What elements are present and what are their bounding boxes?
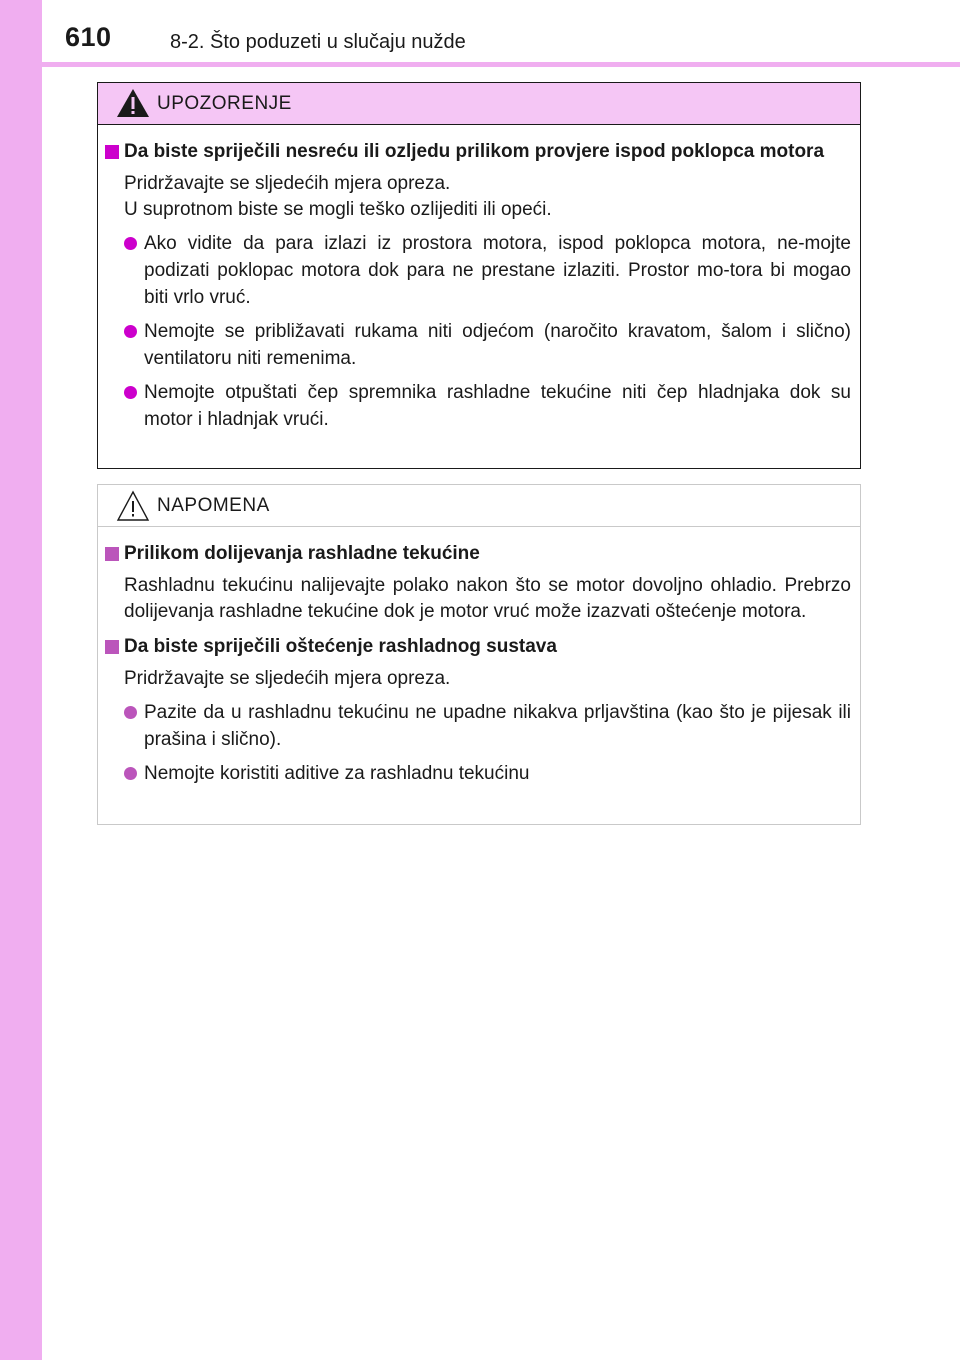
warning-bullet: Nemojte otpuštati čep spremnika rashladne tekućine niti čep hladnjaka dok su motor i hladnjak vrući.	[105, 379, 851, 433]
warning-line: Pridržavajte se sljedećih mjera opreza.	[124, 173, 451, 194]
notice-box	[97, 484, 861, 825]
warning-box-header	[98, 83, 860, 125]
notice-bullet: Nemojte koristiti aditive za rashladnu tekućinu	[105, 760, 851, 787]
square-bullet-icon	[105, 145, 119, 159]
warning-triangle-filled-icon	[116, 87, 150, 124]
section-title: 8-2. Što poduzeti u slučaju nužde	[170, 31, 466, 53]
notice-text: Pridržavajte se sljedećih mjera opreza.	[124, 668, 451, 689]
page-number: 610	[65, 22, 112, 52]
notice-box-header	[98, 485, 860, 527]
warning-line: U suprotnom biste se mogli teško ozlijediti ili opeći.	[124, 199, 552, 220]
square-bullet-icon	[105, 547, 119, 561]
notice-heading: Da biste spriječili oštećenje rashladnog sustava	[105, 634, 851, 660]
round-bullet-icon	[124, 767, 137, 780]
round-bullet-icon	[124, 325, 137, 338]
header-rule	[42, 62, 960, 67]
square-bullet-icon	[105, 640, 119, 654]
warning-label: UPOZORENJE	[157, 93, 292, 114]
warning-triangle-outline-icon	[116, 489, 150, 528]
notice-bullet: Pazite da u rashladnu tekućinu ne upadne nikakva prljavština (kao što je pijesak ili prašina i slično).	[105, 699, 851, 753]
round-bullet-icon	[124, 386, 137, 399]
warning-box	[97, 82, 861, 469]
warning-body	[98, 125, 860, 433]
warning-bullet: Nemojte se približavati rukama niti odjećom (naročito kravatom, šalom i slično) ventilatoru niti remenima.	[105, 318, 851, 372]
round-bullet-icon	[124, 706, 137, 719]
notice-heading: Prilikom dolijevanja rashladne tekućine	[105, 541, 851, 567]
round-bullet-icon	[124, 237, 137, 250]
side-color-strip	[0, 0, 42, 1360]
notice-body	[98, 527, 860, 787]
warning-heading: Da biste spriječili nesreću ili ozljedu prilikom provjere ispod poklopca motora	[105, 139, 851, 165]
warning-bullet: Ako vidite da para izlazi iz prostora motora, ispod poklopca motora, ne-mojte podizati poklopac motora dok para ne prestane izlaziti. Prostor mo-tora bi mogao biti vrlo vruć.	[105, 230, 851, 311]
notice-text: Rashladnu tekućinu nalijevajte polako nakon što se motor dovoljno ohladio. Prebrzo dolijevanja rashladne tekućine dok je motor vruć može izazvati oštećenje motora.	[124, 575, 851, 622]
notice-label: NAPOMENA	[157, 495, 270, 516]
